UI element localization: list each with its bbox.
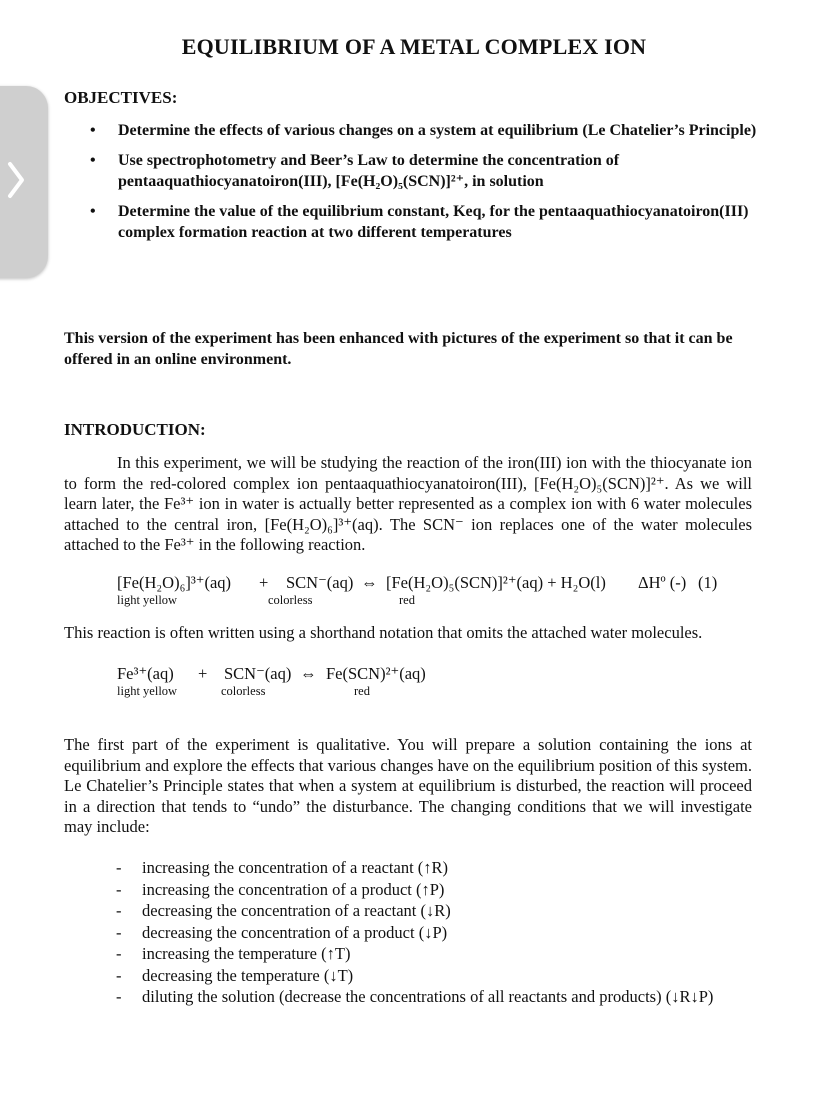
online-version-notice: This version of the experiment has been enhanced with pictures of the experiment so that it can be offered in an online environment. <box>64 330 733 368</box>
objective-item: • Determine the effects of various changes on a system at equilibrium (Le Chatelier’s Principle) <box>90 122 757 139</box>
list-item: - diluting the solution (decrease the concentrations of all reactants and products) (↓R↓P) <box>116 987 714 1006</box>
chevron-right-icon <box>6 160 26 200</box>
intro-paragraph: In this experiment, we will be studying the reaction of the iron(III) ion with the thiocyanate ion to form the red-colored complex ion pentaaquathiocyanatoiron(III), [Fe(H₂O)₅(SCN)]²⁺. As we will learn later, the Fe³⁺ ion in water is actually better represented as a complex ion with 6 water molecules attached to the central iron, [Fe(H₂O)₆]³⁺(aq). The SCN⁻ ion replaces one of the water molecules attached to the Fe³⁺ in the following reaction. <box>64 453 752 554</box>
objectives-list <box>88 120 768 252</box>
eq1-reactant2: SCN⁻(aq) <box>286 573 354 592</box>
eq1-label-colorless: colorless <box>268 593 313 607</box>
eq2-label-colorless: colorless <box>221 684 266 698</box>
list-item: - increasing the concentration of a product (↑P) <box>116 879 445 899</box>
list-item: - decreasing the concentration of a product (↓P) <box>116 922 448 942</box>
eq1-number: (1) <box>698 573 718 592</box>
list-item: - increasing the concentration of a reactant (↑R) <box>116 858 449 877</box>
eq2-label-red: red <box>354 684 370 698</box>
objective-item: • Use spectrophotometry and Beer’s Law to determine the concentration of pentaaquathiocyanatoiron(III), [Fe(H₂O)₅(SCN)]²⁺, in solution <box>90 152 620 190</box>
qualitative-paragraph: The first part of the experiment is qualitative. You will prepare a solution containing the ions at equilibrium and explore the effects that various changes have on the equilibrium position of this system. Le Chatelier’s Principle states that when a system at equilibrium is disturbed, the reaction will proceed in a direction that tends to “undo” the disturbance. The changing conditions that we will investigate may include: <box>64 735 752 836</box>
list-item: - decreasing the concentration of a reactant (↓R) <box>116 901 451 920</box>
eq2-reactant1: Fe³⁺(aq) <box>117 664 174 683</box>
eq1-enthalpy: ΔHº (-) <box>638 573 687 592</box>
eq1-plus: + <box>259 573 269 592</box>
eq1-products: [Fe(H₂O)₅(SCN)]²⁺(aq) + H₂O(l) <box>386 573 606 592</box>
eq2-reactant2: SCN⁻(aq) <box>224 664 292 683</box>
page-title: EQUILIBRIUM OF A METAL COMPLEX ION <box>181 34 647 59</box>
eq1-label-red: red <box>399 593 415 607</box>
eq2-plus: + <box>198 664 208 683</box>
list-item: - decreasing the temperature (↓T) <box>116 965 354 985</box>
eq2-arrow: ⇔ <box>300 664 317 683</box>
eq1-arrow: ⇔ <box>361 573 378 592</box>
introduction-heading: INTRODUCTION: <box>64 420 206 439</box>
eq2-product: Fe(SCN)²⁺(aq) <box>326 664 426 683</box>
conditions-list <box>116 857 752 1008</box>
objective-item: • Determine the value of the equilibrium constant, Keq, for the pentaaquathiocyanatoiron(III) complex formation reaction at two different temperatures <box>90 203 749 241</box>
list-item: - increasing the temperature (↑T) <box>116 944 351 963</box>
objectives-heading: OBJECTIVES: <box>64 88 178 107</box>
eq1-label-light-yellow: light yellow <box>117 593 178 607</box>
eq1-reactant1: [Fe(H₂O)₆]³⁺(aq) <box>117 573 232 592</box>
side-panel-tab[interactable] <box>0 86 48 278</box>
shorthand-text: This reaction is often written using a shorthand notation that omits the attached water molecules. <box>64 623 703 642</box>
eq2-label-light-yellow: light yellow <box>117 684 178 698</box>
